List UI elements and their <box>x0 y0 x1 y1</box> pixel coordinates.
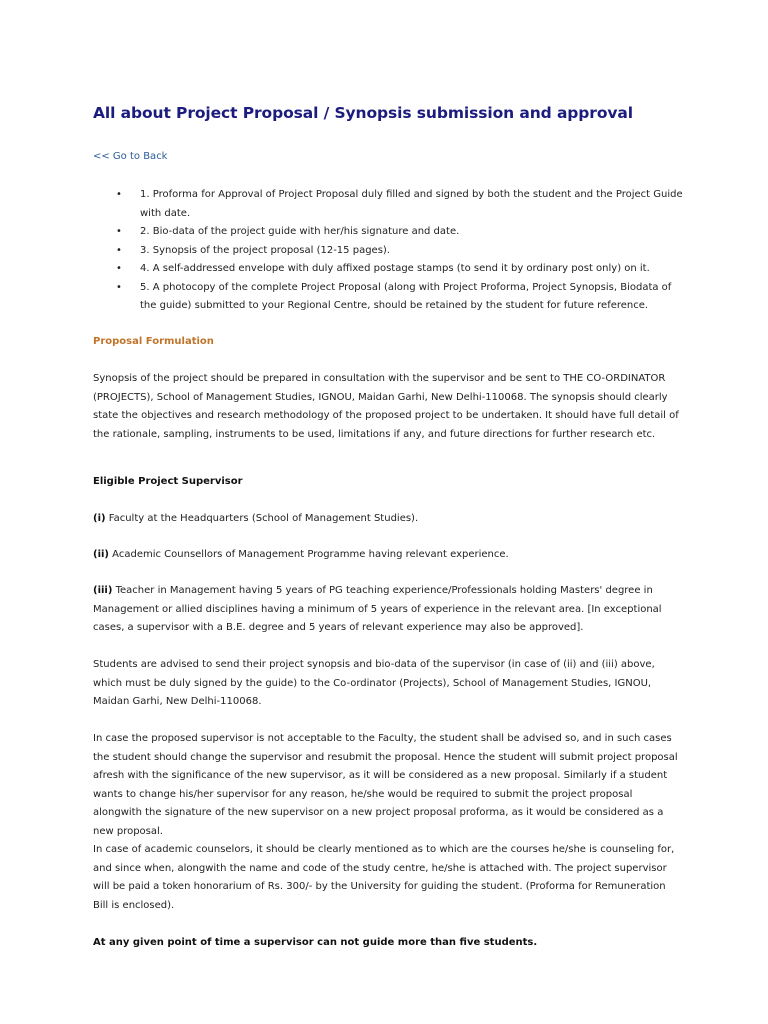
proposal-formulation-paragraph: Synopsis of the project should be prepared in consultation with the supervisor and be sent to THE CO-ORDINATOR (PROJECTS), School of Management Studies, IGNOU, Maidan Garhi, New Delhi-110068. The synopsis should clearly state the objectives and research methodology of the proposed project to be undertaken. It should have full detail of the rationale, sampling, instruments to be used, limitations if any, and future directions for further research etc. <box>93 373 679 440</box>
supervisor-item-1 <box>93 510 683 529</box>
supervisor-item-text: Faculty at the Headquarters (School of Management Studies). <box>105 513 419 524</box>
supervisor-item-2 <box>93 546 683 565</box>
advice-paragraph: Students are advised to send their project synopsis and bio-data of the supervisor (in case of (ii) and (iii) above, which must be duly signed by the guide) to the Co-ordinator (Projects), School of Management Studies, IGNOU, Maidan Garhi, New Delhi-110068. <box>93 659 655 708</box>
supervisor-item-marker: (ii) <box>93 549 109 560</box>
page-title: All about Project Proposal / Synopsis submission and approval <box>93 104 633 122</box>
academic-counselors-paragraph: In case of academic counselors, it should be clearly mentioned as to which are the courses he/she is counseling for, and since when, alongwith the name and code of the study centre, he/she is attached with. The project supervisor will be paid a token honorarium of Rs. 300/- by the University for guiding the student. (Proforma for Remuneration Bill is enclosed). <box>93 844 675 911</box>
eligible-supervisor-heading: Eligible Project Supervisor <box>93 476 243 487</box>
supervisor-item-marker: (iii) <box>93 585 113 596</box>
list-item <box>93 242 683 261</box>
list-item-text: 4. A self-addressed envelope with duly affixed postage stamps (to send it by ordinary post only) on it. <box>140 263 650 274</box>
supervisor-item-marker: (i) <box>93 513 106 524</box>
bullet-icon: • <box>116 244 122 256</box>
list-item <box>93 223 683 242</box>
submission-checklist <box>93 186 683 316</box>
list-item <box>93 279 683 316</box>
list-item <box>93 260 683 279</box>
supervisor-item-text: Academic Counsellors of Management Programme having relevant experience. <box>109 549 509 560</box>
supervisor-limit-notice <box>93 934 683 953</box>
list-item <box>93 186 683 223</box>
bullet-icon: • <box>116 189 122 200</box>
list-item-text: 1. Proforma for Approval of Project Proposal duly filled and signed by both the student and the Project Guide with date. <box>140 189 683 219</box>
list-item-text: 5. A photocopy of the complete Project Proposal (along with Project Proforma, Project Synopsis, Biodata of the guide) submitted to your Regional Centre, should be retained by the student for future reference. <box>140 281 672 311</box>
bullet-icon: • <box>116 281 122 293</box>
go-back-link[interactable]: << Go to Back <box>93 151 168 162</box>
bullet-icon: • <box>116 263 122 274</box>
supervisor-limit-text: At any given point of time a supervisor can not guide more than five students. <box>93 937 538 948</box>
supervisor-item-3 <box>93 582 683 638</box>
supervisor-item-text: Teacher in Management having 5 years of PG teaching experience/Professionals holding Masters' degree in Management or allied disciplines having a minimum of 5 years of experience in the relevant area. [In exceptional cases, a supervisor with a B.E. degree and 5 years of relevant experience may also be approved]. <box>93 585 662 634</box>
bullet-icon: • <box>116 226 122 237</box>
proposal-formulation-heading: Proposal Formulation <box>93 336 214 347</box>
supervisor-not-acceptable-paragraph: In case the proposed supervisor is not acceptable to the Faculty, the student shall be advised so, and in such cases the student should change the supervisor and resubmit the proposal. Hence the student will submit project proposal afresh with the significance of the new supervisor, as it will be considered as a new proposal. Similarly if a student wants to change his/her supervisor for any reason, he/she would be required to submit the project proposal alongwith the signature of the new supervisor on a new project proposal proforma, as it would be considered as a new proposal. <box>93 733 678 837</box>
list-item-text: 3. Synopsis of the project proposal (12-15 pages). <box>140 244 390 256</box>
list-item-text: 2. Bio-data of the project guide with her/his signature and date. <box>140 226 460 237</box>
